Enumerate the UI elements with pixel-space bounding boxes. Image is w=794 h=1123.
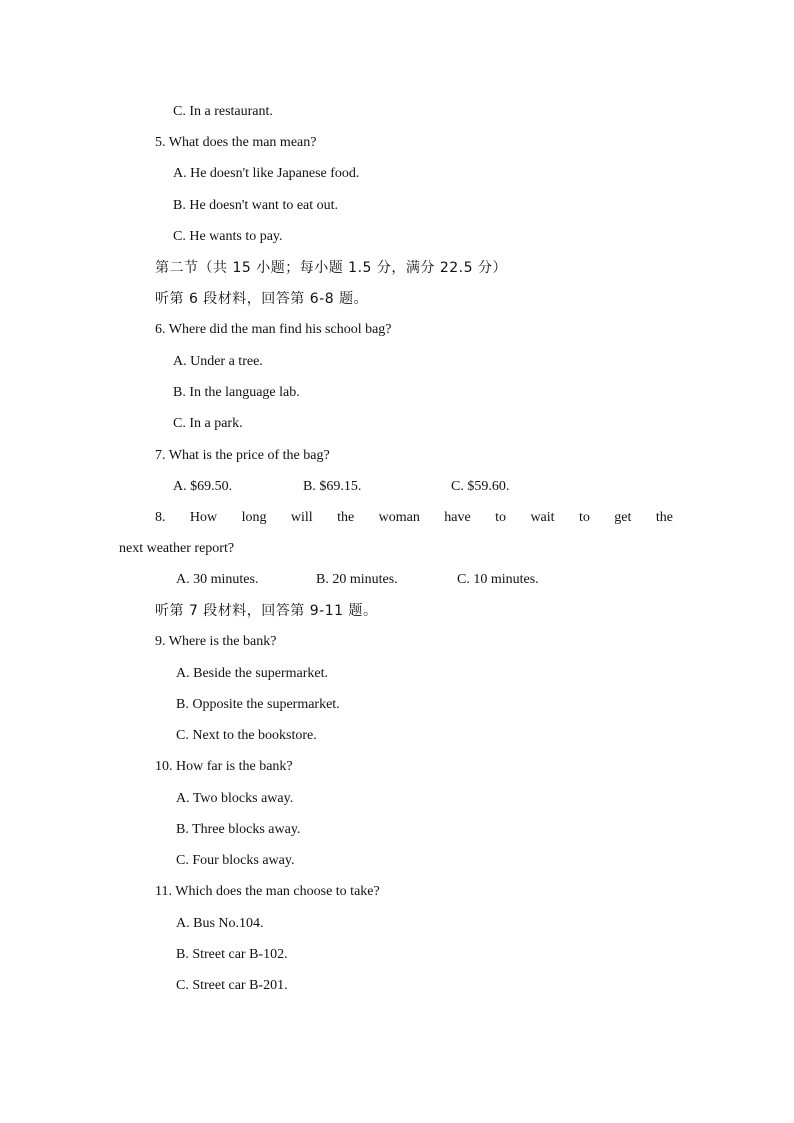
q9-option-b: B. Opposite the supermarket. (176, 697, 340, 712)
q6-option-c: C. In a park. (173, 416, 243, 431)
q11-option-b: B. Street car B-102. (176, 947, 288, 962)
q6-option-b: B. In the language lab. (173, 385, 300, 400)
q11-option-c: C. Street car B-201. (176, 978, 288, 993)
q11-option-a: A. Bus No.104. (176, 916, 264, 931)
q4-option-c: C. In a restaurant. (173, 104, 273, 119)
q6-question: 6. Where did the man find his school bag? (155, 322, 392, 337)
q9-option-a: A. Beside the supermarket. (176, 666, 329, 681)
q5-question: 5. What does the man mean? (155, 135, 317, 150)
q10-option-b: B. Three blocks away. (176, 822, 301, 837)
q8-word: the (337, 510, 355, 525)
q8-word: 8. (155, 510, 166, 525)
q8-question-line1 (155, 509, 673, 527)
q8-word: How (189, 510, 218, 525)
q8-word: wait (530, 510, 555, 525)
q8-word: to (495, 510, 507, 525)
q10-question: 10. How far is the bank? (155, 759, 293, 774)
q5-option-b: B. He doesn't want to eat out. (173, 198, 339, 213)
q10-option-c: C. Four blocks away. (176, 853, 295, 868)
q7-question: 7. What is the price of the bag? (155, 448, 330, 463)
q6-option-a: A. Under a tree. (173, 354, 263, 369)
q8-question-line2: next weather report? (119, 541, 235, 556)
q8-word: to (578, 510, 590, 525)
section2-heading: 第二节（共 15 小题；每小题 1.5 分，满分 22.5 分） (155, 260, 507, 276)
q8-option-a: A. 30 minutes. (176, 572, 259, 587)
q9-question: 9. Where is the bank? (155, 634, 277, 649)
q5-option-a: A. He doesn't like Japanese food. (173, 166, 360, 181)
q11-question: 11. Which does the man choose to take? (155, 884, 380, 899)
q8-word: will (290, 510, 313, 525)
q10-option-a: A. Two blocks away. (176, 791, 294, 806)
q8-word: have (444, 510, 471, 525)
q8-word: the (655, 510, 673, 525)
q7-option-c: C. $59.60. (451, 479, 510, 494)
passage6-heading: 听第 6 段材料，回答第 6-8 题。 (155, 291, 369, 307)
q8-option-b: B. 20 minutes. (316, 572, 398, 587)
q8-option-c: C. 10 minutes. (457, 572, 539, 587)
passage7-heading: 听第 7 段材料，回答第 9-11 题。 (155, 603, 378, 619)
q5-option-c: C. He wants to pay. (173, 229, 283, 244)
q8-word: get (614, 510, 632, 525)
q8-word: long (241, 510, 267, 525)
q7-option-b: B. $69.15. (303, 479, 362, 494)
q7-option-a: A. $69.50. (173, 479, 233, 494)
q9-option-c: C. Next to the bookstore. (176, 728, 317, 743)
q8-word: woman (378, 510, 420, 525)
